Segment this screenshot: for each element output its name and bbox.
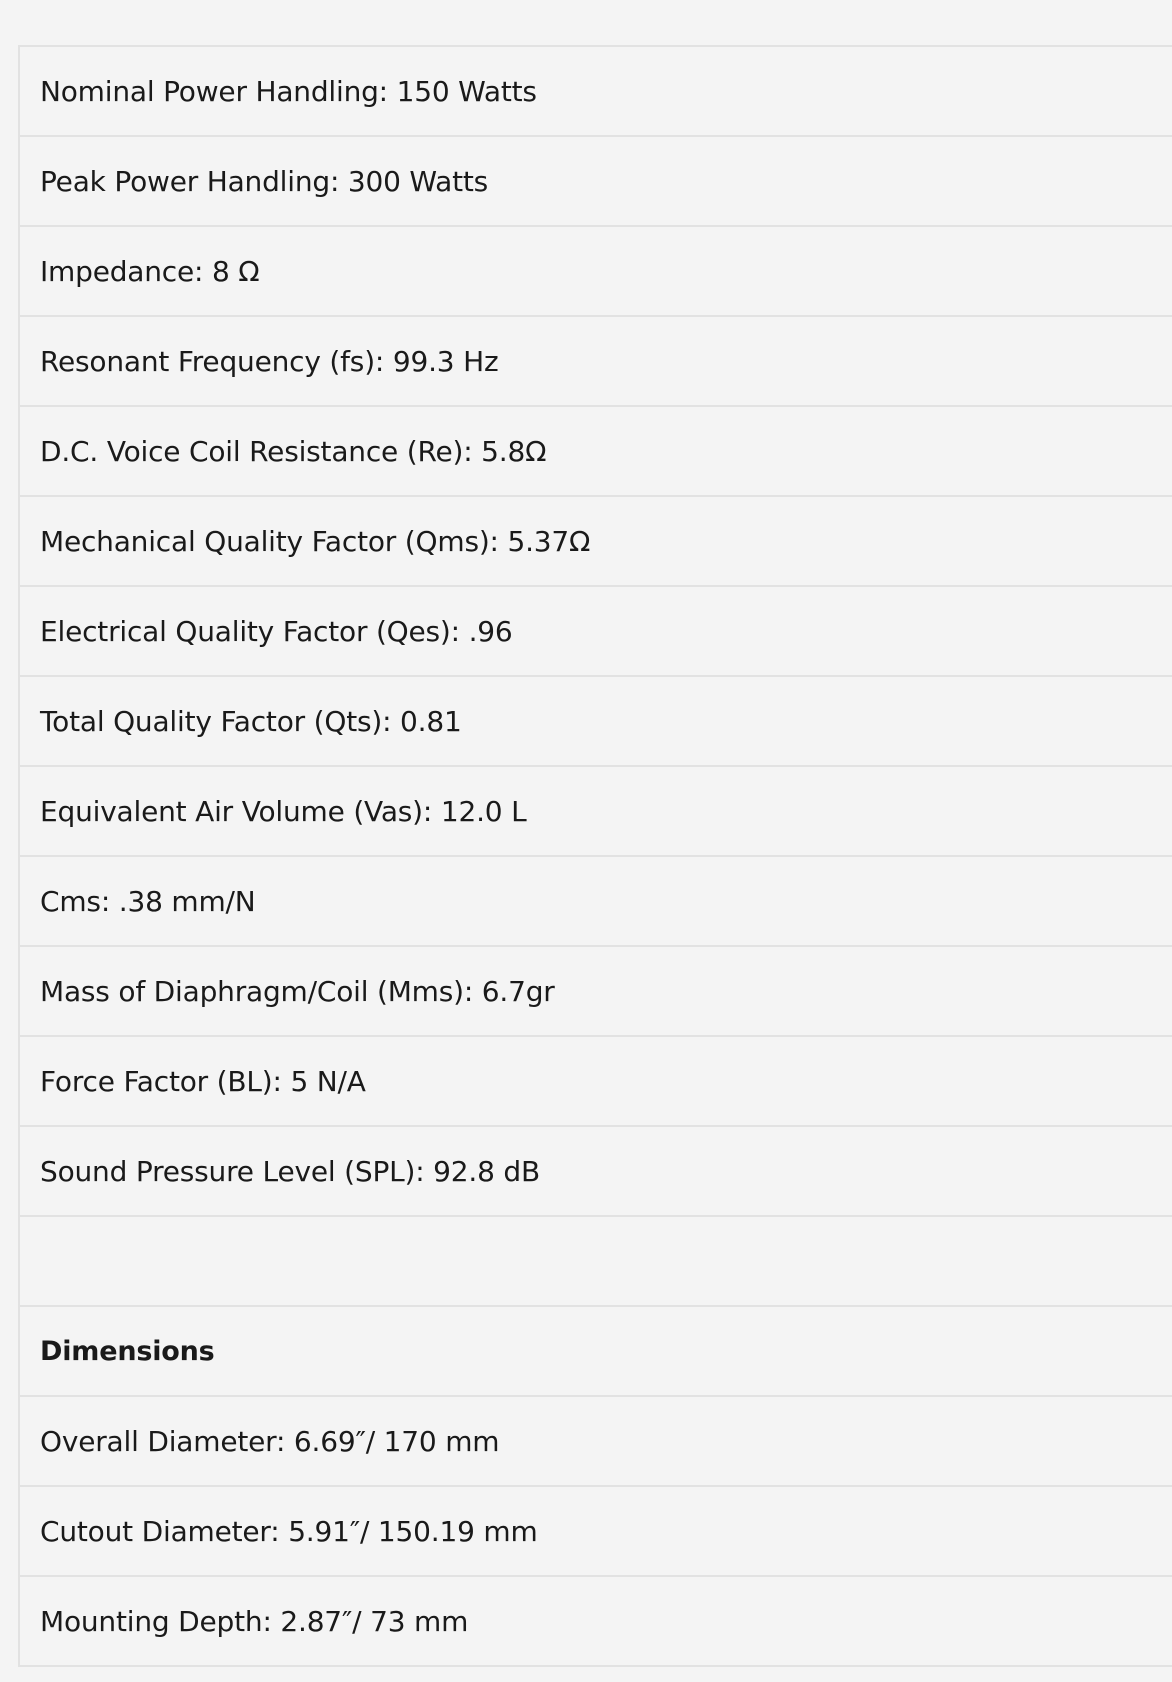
spec-row-label: Sound Pressure Level (SPL): 92.8 dB (40, 1154, 541, 1188)
spec-row-label: Overall Diameter: 6.69″/ 170 mm (40, 1424, 500, 1458)
spec-row (20, 497, 1172, 587)
spec-row-label: Nominal Power Handling: 150 Watts (40, 74, 537, 108)
spec-row (20, 857, 1172, 947)
spec-table (18, 45, 1172, 1667)
spec-row-label: Mounting Depth: 2.87″/ 73 mm (40, 1604, 469, 1638)
spec-row (20, 947, 1172, 1037)
spec-row-label: Equivalent Air Volume (Vas): 12.0 L (40, 794, 527, 828)
spec-row-label: Mechanical Quality Factor (Qms): 5.37Ω (40, 524, 591, 558)
spec-row (20, 587, 1172, 677)
spec-row-label: Mass of Diaphragm/Coil (Mms): 6.7gr (40, 974, 555, 1008)
spec-row (20, 137, 1172, 227)
spec-row-label: Resonant Frequency (fs): 99.3 Hz (40, 344, 499, 378)
spec-row-label: Total Quality Factor (Qts): 0.81 (40, 704, 462, 738)
spec-row (20, 47, 1172, 137)
spec-row-label: Peak Power Handling: 300 Watts (40, 164, 489, 198)
spec-row-label: D.C. Voice Coil Resistance (Re): 5.8Ω (40, 434, 547, 468)
spec-row (20, 407, 1172, 497)
spec-row (20, 317, 1172, 407)
spec-row (20, 1397, 1172, 1487)
spec-row (20, 227, 1172, 317)
section-heading-label: Dimensions (40, 1335, 215, 1367)
spec-row-label: Cms: .38 mm/N (40, 884, 256, 918)
spec-row-label: Force Factor (BL): 5 N/A (40, 1064, 366, 1098)
section-heading (20, 1307, 1172, 1397)
spec-row (20, 767, 1172, 857)
spec-row (20, 1037, 1172, 1127)
spec-row-label: Cutout Diameter: 5.91″/ 150.19 mm (40, 1514, 538, 1548)
spec-row-label: Impedance: 8 Ω (40, 254, 260, 288)
spec-row-label: Electrical Quality Factor (Qes): .96 (40, 614, 513, 648)
spec-row (20, 677, 1172, 767)
spacer-row (20, 1217, 1172, 1307)
spec-row (20, 1487, 1172, 1577)
spec-row (20, 1577, 1172, 1667)
spec-row (20, 1127, 1172, 1217)
